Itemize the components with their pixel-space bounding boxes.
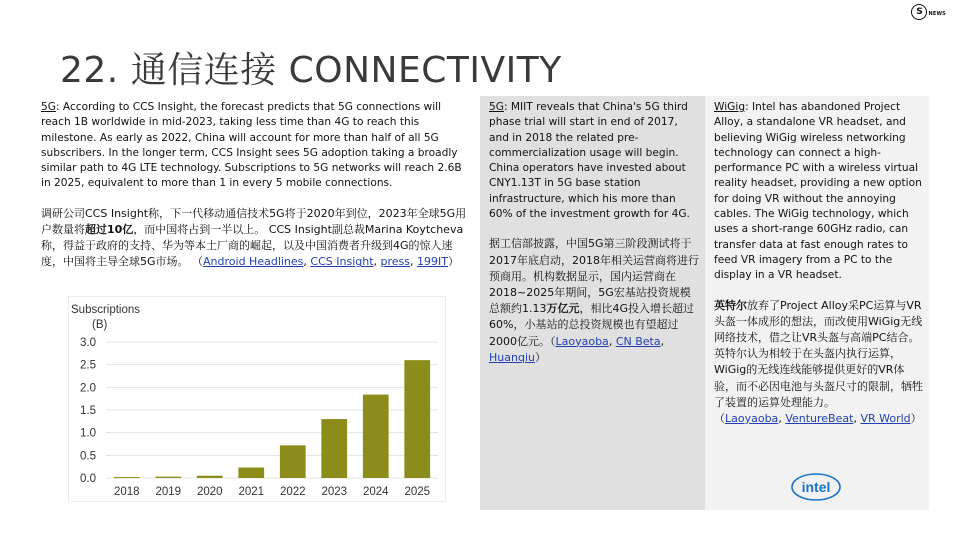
source-link-199it[interactable]: 199IT — [417, 255, 448, 269]
y-tick-label: 2.0 — [80, 382, 96, 395]
intel-logo — [790, 470, 842, 502]
close-paren: ） — [910, 411, 922, 425]
source-link-laoyaoba[interactable]: Laoyaoba — [555, 334, 609, 348]
bolt-icon: S — [911, 4, 927, 20]
bar-2023 — [321, 419, 347, 478]
y-tick-label: 3.0 — [80, 337, 96, 349]
bar-2022 — [280, 445, 306, 478]
cn-bold: 万亿元 — [546, 302, 580, 316]
x-tick-label: 2018 — [113, 486, 140, 498]
y-tick-label: 0.0 — [80, 473, 96, 485]
en-paragraph — [41, 100, 474, 192]
intel-wordmark: intel — [801, 479, 831, 495]
source-link-vr-world[interactable]: VR World — [860, 411, 911, 425]
sep: , — [853, 411, 861, 425]
y-tick-label: 1.5 — [80, 405, 96, 417]
cn-paragraph — [489, 236, 699, 366]
term-wigig: WiGig — [714, 101, 746, 113]
page-title: 22. 通信连接 CONNECTIVITY — [60, 50, 562, 91]
column-5g-miit — [480, 96, 705, 510]
source-link-laoyaoba[interactable]: Laoyaoba — [725, 411, 779, 425]
cn-text: 放弃了Project Alloy采PC运算与VR头盔一体成形的想法，而改使用WiGig无线网络技术，借之让VR头盔与高端PC结合。英特尔认为相较于在头盔内执行运算，WiGig的无线连线能够提供更好的VR体验，而不必因电池与头盔尺寸的限制，牺牲了装置的运算处理能力。 — [714, 298, 923, 409]
news-logo — [911, 4, 946, 20]
cn-paragraph — [41, 206, 474, 271]
close-paren: ） — [534, 350, 546, 364]
logo-word: NEWS — [928, 11, 946, 17]
source-link-android-headlines[interactable]: Android Headlines — [203, 255, 304, 269]
term-5g: 5G — [41, 101, 56, 113]
cn-text: ，而中国将占到一半以上。 CCS Insight副总裁Marina Koytcheva称，得益于政府的支持、华为等本土厂商的崛起，以及中国消费者升级到4G的惊人速度，中国将主导全球5G市场。 （ — [41, 222, 464, 269]
en-text: : According to CCS Insight, the forecast predicts that 5G connections will reach 1B worldwide in mid-2023, taking less time than 4G to reach this milestone. As early as 2022, China will account for more than half of all 5G subscribers. In the longer term, CCS Insight sees 5G adoption taking a broadly similar path to 4G LTE technology. Subscriptions to 5G networks will reach 2.6B in 2025, equivalent to more than 1 in every 5 mobile connections. — [41, 101, 462, 190]
bar-2019 — [155, 477, 181, 478]
x-tick-label: 2021 — [238, 486, 265, 498]
subscriptions-bar-chart — [68, 296, 446, 502]
cn-text: 调研公司CCS Insight称，下一代移动通信技术5G将于2020年到位，2023年全球5G用户数量将 — [41, 206, 467, 236]
source-link-press[interactable]: press — [380, 255, 411, 269]
source-link-cn-beta[interactable]: CN Beta — [615, 334, 661, 348]
sep: , — [373, 255, 381, 269]
source-link-ccs-insight[interactable]: CCS Insight — [310, 255, 374, 269]
x-tick-label: 2023 — [321, 486, 348, 498]
sep: , — [303, 255, 311, 269]
chart-title: Subscriptions — [71, 304, 141, 316]
x-tick-label: 2024 — [362, 486, 389, 498]
cn-text: 据工信部披露，中国5G第三阶段测试将于2017年底启动，2018年相关运营商将进行预商用。机构数据显示，国内运营商在2018~2025年期间，5G宏基站投资规模总额约1.13 — [489, 237, 699, 316]
en-paragraph — [714, 100, 923, 284]
cn-paragraph — [714, 298, 923, 428]
y-tick-label: 2.5 — [80, 359, 96, 372]
bar-2024 — [363, 395, 389, 478]
cn-bold: 超过10亿 — [85, 222, 134, 236]
en-text: : MIIT reveals that China's 5G third phase trial will start in end of 2017, and in 2018 the related pre-commercialization usage will begin. China operators have invested about CNY1.13T in 5G base station infrastructure, which his more than 60% of the investment growth for 4G. — [489, 101, 690, 221]
cn-text: ，相比4G投入增长超过60%，小基站的总投资规模也有望超过2000亿元。（ — [489, 302, 695, 348]
y-tick-label: 1.0 — [80, 427, 96, 440]
y-tick-label: 0.5 — [80, 450, 96, 463]
sep: , — [660, 334, 665, 348]
cn-bold: 英特尔 — [714, 298, 747, 312]
x-tick-label: 2022 — [279, 486, 306, 498]
term-5g: 5G — [489, 101, 504, 113]
bar-2018 — [114, 477, 140, 478]
en-text: : Intel has abandoned Project Alloy, a standalone VR headset, and believing WiGig wireless networking technology can connect a high-performance PC with a wireless virtual reality headset, providing a new option for doing VR without the annoying cables. The WiGig technology, which uses a short-range 60GHz radio, can transfer data at fast enough rates to feed VR imagery from a PC to the display in a VR headset. — [714, 101, 922, 282]
bar-2020 — [197, 476, 223, 478]
open-paren: （ — [714, 411, 725, 425]
source-link-huanqiu[interactable]: Huanqiu — [489, 350, 535, 364]
bar-2021 — [238, 468, 264, 478]
column-wigig — [705, 96, 929, 510]
sep: , — [410, 255, 418, 269]
sep: , — [608, 334, 616, 348]
x-tick-label: 2020 — [196, 486, 223, 498]
source-link-venturebeat[interactable]: VentureBeat — [785, 411, 854, 425]
x-tick-label: 2025 — [404, 486, 431, 498]
chart-title-unit: (B) — [92, 319, 108, 331]
en-paragraph — [489, 100, 699, 222]
close-paren: ） — [448, 255, 459, 269]
sep: , — [778, 411, 786, 425]
x-tick-label: 2019 — [155, 486, 182, 498]
bar-2025 — [404, 360, 430, 478]
